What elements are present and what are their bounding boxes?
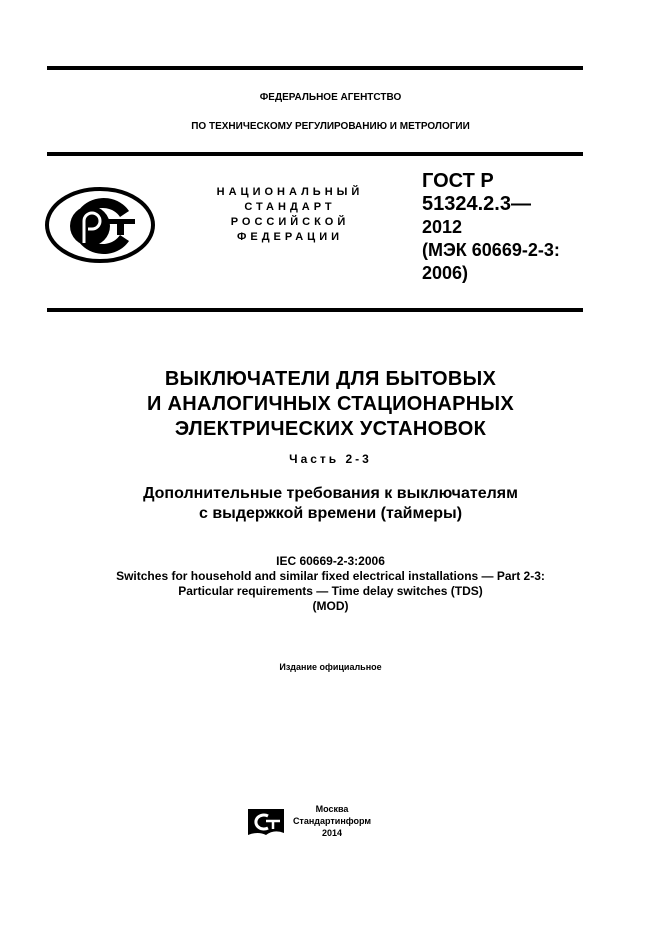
designation-line-5: 2006): [422, 263, 469, 283]
publisher-city: Москва: [315, 804, 349, 814]
subtitle-line-2: с выдержкой времени (таймеры): [198, 505, 463, 522]
agency-line-2: ПО ТЕХНИЧЕСКОМУ РЕГУЛИРОВАНИЮ И МЕТРОЛОГИИ: [191, 121, 470, 132]
title-line-3: ЭЛЕКТРИЧЕСКИХ УСТАНОВОК: [174, 418, 487, 440]
top-rule: [47, 66, 583, 70]
upper-rule: [47, 152, 583, 156]
part-label: Часть 2-3: [289, 452, 372, 466]
national-standard-label: [195, 185, 385, 245]
title-line-1: ВЫКЛЮЧАТЕЛИ ДЛЯ БЫТОВЫХ: [164, 368, 497, 390]
subtitle-line-1: Дополнительные требования к выключателям: [143, 485, 518, 502]
designation-line-2: 51324.2.3—: [422, 193, 531, 215]
rst-gost-logo-icon: [44, 185, 156, 265]
natstd-line-3: РОССИЙСКОЙ: [230, 216, 350, 228]
publisher-info: [292, 803, 372, 839]
standard-designation: [422, 170, 560, 285]
designation-line-1: ГОСТ Р: [422, 170, 494, 192]
document-subtitle: [0, 484, 661, 524]
title-line-2: И АНАЛОГИЧНЫХ СТАЦИОНАРНЫХ: [146, 393, 515, 415]
natstd-line-4: ФЕДЕРАЦИИ: [236, 231, 344, 243]
natstd-line-2: СТАНДАРТ: [244, 201, 336, 213]
iec-line-4: (MOD): [312, 599, 349, 613]
iec-line-3: Particular requirements — Time delay switches (TDS): [178, 584, 483, 598]
agency-line-1: ФЕДЕРАЛЬНОЕ АГЕНТСТВО: [259, 92, 402, 103]
natstd-line-1: НАЦИОНАЛЬНЫЙ: [216, 186, 364, 198]
iec-line-2: Switches for household and similar fixed electrical installations — Part 2-3:: [116, 569, 545, 583]
iec-line-1: IEC 60669-2-3:2006: [276, 554, 385, 568]
designation-line-4: (МЭК 60669-2-3:: [422, 240, 560, 260]
lower-rule: [47, 308, 583, 312]
iec-reference: [0, 554, 661, 614]
official-edition-label: Издание официальное: [279, 662, 382, 672]
standartinform-logo-icon: [246, 807, 286, 837]
publisher-name: Стандартинформ: [292, 816, 372, 826]
publisher-year: 2014: [321, 828, 343, 838]
designation-line-3: 2012: [422, 217, 463, 237]
document-title: [0, 367, 661, 442]
